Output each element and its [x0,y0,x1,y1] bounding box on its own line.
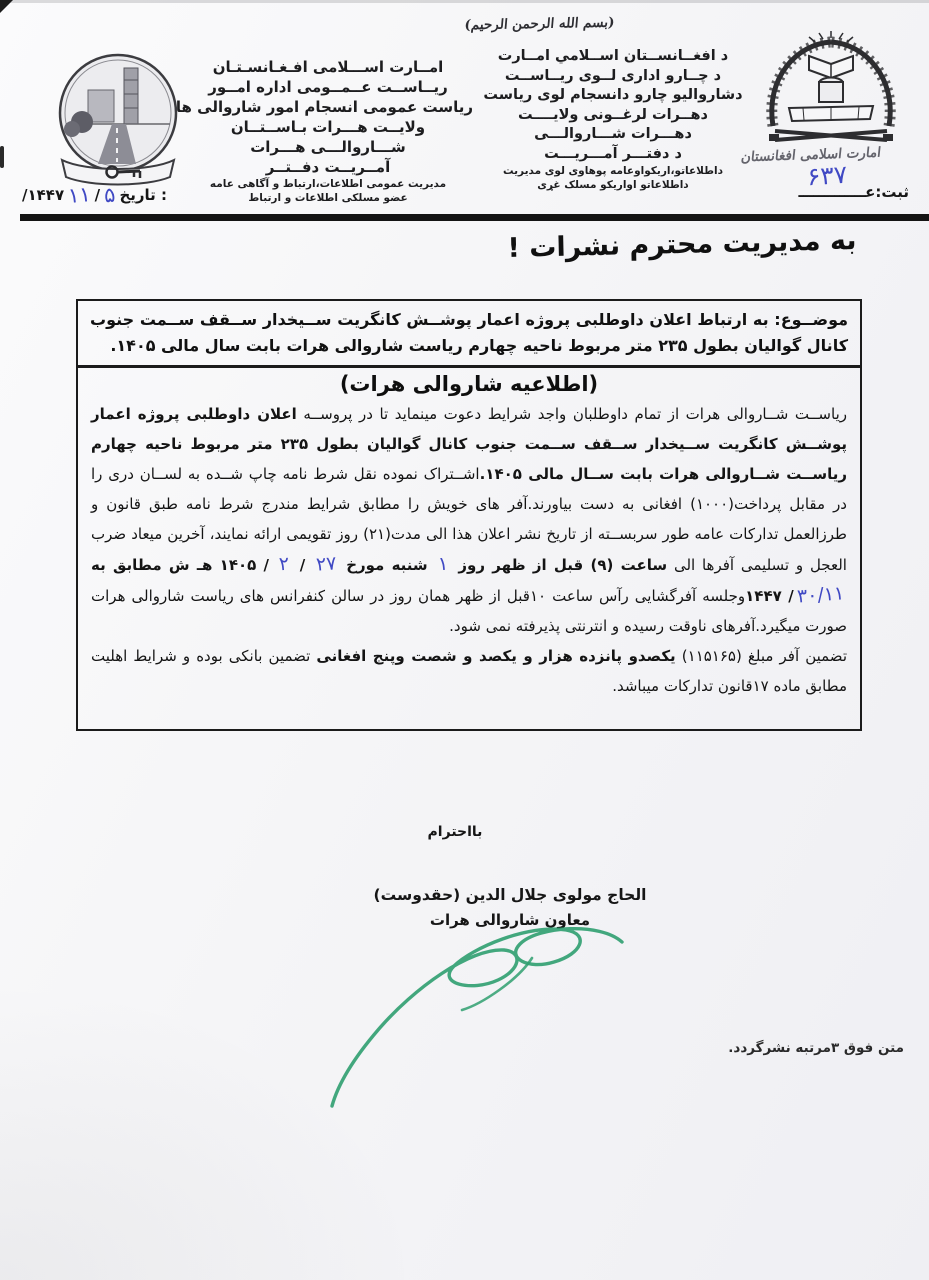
notice-text-bold: / [292,556,313,574]
notice-paragraph-2 [91,641,847,701]
herat-municipality-logo-icon [42,50,198,190]
pashto-subline: داطلاعاتو اواریکو مسلک غړی [537,179,689,191]
notice-text-bold: ساعت (۹) قبل از ظهر روز [451,556,668,574]
notice-box [76,366,862,731]
handwritten-date-alt: ۳۰/۱۱ [796,582,845,608]
notice-title: (اطلاعیه شاروالی هرات) [339,372,599,396]
scan-edge-shadow [0,0,929,3]
signer-title: معاون شاروالی هرات [429,911,591,929]
dari-line: ریاست عمومی انسجام امور شاروالی ها [175,98,473,116]
notice-text: اشــتراک نموده نقل شرط نامه چاپ شــده به لســان دری را در مقابل پرداخت(۱۰۰۰) افغانی به دست بیاورند.آفر های خویش را مطابق شرایط مندرج شرط نامه طبق قانون و طرزالعمل تدارکات عامه طور سربســته از تاریخ نشر اعلان هذا الی مدت(۲۱) روز تقویمی ارائه نمایند، آخرین میعاد ضرب العجل و تسلیمی آفرها الی [91,465,847,574]
date-month-handwritten: ۱۱ [67,182,92,208]
notice-text: وجلسه آفرگشایی رآس ساعت ۱۰قبل از ظهر همان روز در سالن کنفرانس های ریاست شاروالی هرات صورت میگیرد.آفرهای ناوقت رسیده و انترنتی پذیرفته نمی شود. [91,587,847,635]
pashto-subline: داطلاعاتو،اریکواوعامه پوهاوی لوی مدیریت [503,165,723,177]
dari-line: امــارت اســـلامی افـغـانسـتـان [212,58,444,76]
dari-line: ولایــت هـــرات بـاســتــان [230,118,426,136]
recipient-line: به مدیریت محترم نشرات ! [507,225,857,264]
notice-text-bold: / ۱۴۴۷ [745,587,794,605]
pashto-line: دهـــرات شـــاروالـــی [534,126,692,142]
notice-text: تضمین آفر مبلغ (۱۱۵۱۶۵) [675,647,847,665]
publication-instruction-note: متن فوق ۳مرتبه نشرگردد. [728,1040,904,1056]
pashto-line: د چــارو اداری لــوی ریــاســت [504,67,722,84]
dari-line: آمــریــت دفــتــر [265,158,391,176]
date-year: /۱۴۴۷ [22,186,65,204]
notice-text-bold: یکصدو پانزده هزار و یکصد و شصت وپنج افغانی [316,647,676,665]
subject-text: موضــوع: به ارتباط اعلان داوطلبی پروژه اعمار پوشــش کانگریت ســیخدار ســقف ســمت جنوب کانال گوالیان بطول ۲۳۵ متر مربوط ناحیه چهارم ریاست شاروالی هرات بابت سال مالی ۱۴۰۵. [90,310,848,355]
scan-corner-speck [0,0,13,13]
signature-ink [322,918,672,1118]
notice-text-bold: اعلان داوطلبی پروژه اعمار پوشــش کانگریت ســیخدار ســقف ســمت جنوب کانال گوالیان بطول ۲۳۵ متر مربوط ناحیه چهارم ریاســت شــاروالی هرات بابت ســال مالی ۱۴۰۵. [91,405,847,483]
date-day-handwritten: ۵ [103,182,117,208]
dari-subline: عضو مسلکی اطلاعات و ارتباط [248,192,408,204]
date-field [22,181,168,208]
pashto-line: د افغــانســتان اســلامي امــارت [497,48,729,64]
subject-box [76,299,862,367]
header-divider-rule [20,214,929,221]
header-dari-column [175,57,473,205]
date-separator: / [94,186,101,204]
emblem-caption-calligraphy: امارت اسلامی افغانستان [740,144,882,166]
pashto-line: دشاروالیو چارو دانسجام لوی ریاست [483,87,743,103]
dari-line: شـــاروالـــی هـــرات [250,138,406,156]
handwritten-day: ۱ [437,552,449,576]
signer-name: الحاج مولوی جلال الدین (حقدوست) [373,886,647,904]
notice-text-bold: / ۱۴۰۵ هـ ش مطابق به [91,556,277,574]
date-label: تاریخ : [119,186,168,204]
pashto-line: د دفتـــر آمـــریـــت [544,145,682,162]
scan-edge-speck [0,146,4,168]
handwritten-date-month: ۲ [278,552,291,576]
closing-salutation: بااحترام [427,824,483,840]
notice-text: ریاســت شــاروالی هرات از تمام داوطلبان واجد شرایط دعوت مینماید تا در پروســه [296,405,847,423]
dari-line: ریــاســت عــمــومی اداره امــور [208,78,448,96]
header-pashto-column [463,47,763,192]
islamic-emirate-emblem-icon [745,30,917,152]
handwritten-date-day: ۲۷ [314,552,337,576]
notice-text: تضمین بانکی بوده و شرایط اهلیت مطابق ماده ۱۷قانون تدارکات میباشد. [91,647,847,695]
notice-text-bold: شنبه مورخ [338,556,435,574]
notice-paragraph-1 [91,399,847,641]
dari-subline: مدیریت عمومی اطلاعات،ارتباط و آگاهی عامه [209,178,447,190]
registration-field [709,159,909,201]
registration-label: ثبت:عـــــــــــــ [798,183,909,201]
registration-number-handwritten: ۶۳۷ [805,159,848,192]
bismillah-line: (بسم الله الرحمن الرحیم) [463,14,616,34]
pashto-line: دهــرات لرغــونی ولایــــت [518,106,708,123]
